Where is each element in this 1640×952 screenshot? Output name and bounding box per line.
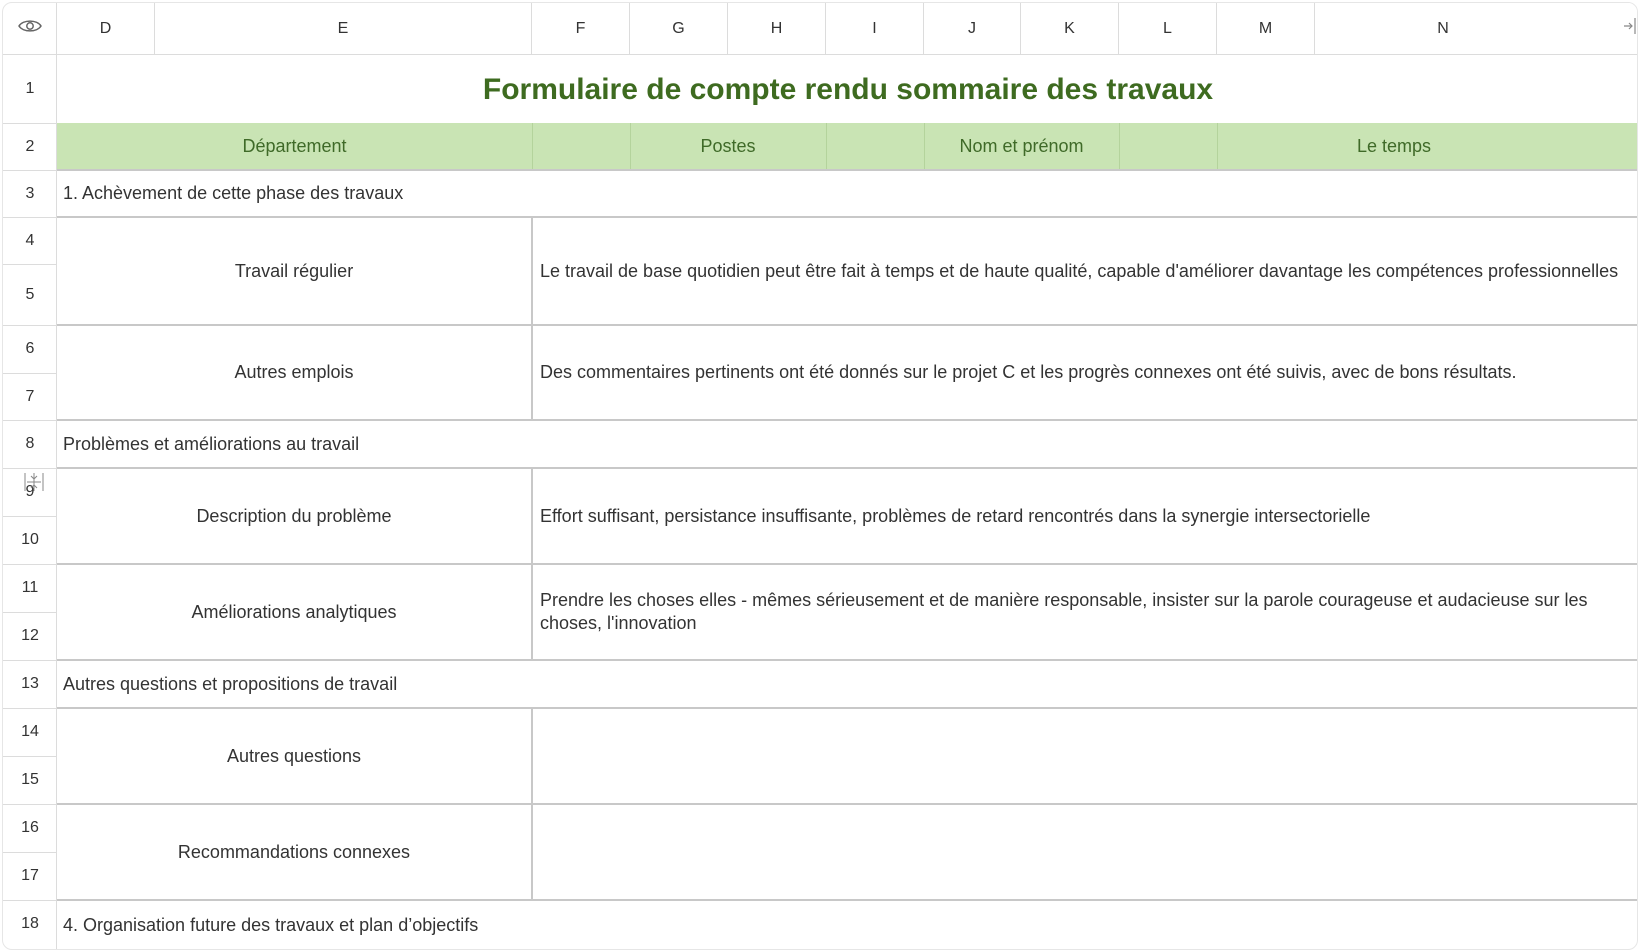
column-label: M bbox=[1258, 19, 1273, 37]
row-divider bbox=[3, 708, 57, 709]
column-label: L bbox=[1163, 19, 1172, 37]
row-header-6[interactable] bbox=[3, 325, 57, 373]
grid-line bbox=[1637, 169, 1638, 909]
row-divider bbox=[3, 516, 57, 517]
row-divider bbox=[3, 852, 57, 853]
row-divider bbox=[3, 373, 57, 374]
section-text: Autres questions et propositions de travail bbox=[63, 673, 398, 694]
row-label: 11 bbox=[21, 579, 39, 596]
column-header-f[interactable] bbox=[532, 3, 630, 55]
row-header-18[interactable] bbox=[3, 900, 57, 948]
row-label: 15 bbox=[21, 771, 39, 788]
section-heading-future[interactable] bbox=[57, 901, 1638, 949]
column-header-g[interactable] bbox=[630, 3, 728, 55]
row-label-text: Améliorations analytiques bbox=[191, 601, 397, 622]
page-title[interactable] bbox=[57, 55, 1638, 123]
row-divider bbox=[3, 564, 57, 565]
row-header-10[interactable] bbox=[3, 516, 57, 564]
row-label-text: Travail régulier bbox=[234, 260, 354, 281]
row-label: 9 bbox=[25, 483, 35, 500]
row-header-4[interactable] bbox=[3, 217, 57, 264]
row-divider bbox=[3, 756, 57, 757]
content-recommandations[interactable] bbox=[534, 804, 1637, 900]
header-separator bbox=[826, 123, 827, 170]
row-divider bbox=[3, 900, 57, 901]
row-header-2[interactable] bbox=[3, 123, 57, 170]
row-label: 14 bbox=[21, 723, 39, 740]
row-header-3[interactable] bbox=[3, 170, 57, 217]
label-recommandations[interactable] bbox=[57, 804, 531, 900]
column-header-i[interactable] bbox=[826, 3, 924, 55]
row-divider bbox=[3, 420, 57, 421]
row-header-16[interactable] bbox=[3, 804, 57, 852]
title-text: Formulaire de compte rendu sommaire des travaux bbox=[482, 72, 1214, 106]
label-autres-emplois[interactable] bbox=[57, 325, 531, 420]
spreadsheet bbox=[2, 2, 1638, 950]
column-header-j[interactable] bbox=[924, 3, 1021, 55]
content-autres-questions[interactable] bbox=[534, 708, 1637, 804]
header-separator bbox=[532, 123, 533, 170]
row-divider bbox=[3, 612, 57, 613]
row-label: 4 bbox=[25, 231, 35, 249]
label-ameliorations[interactable] bbox=[57, 564, 531, 660]
row-header-11[interactable] bbox=[3, 564, 57, 612]
grid-line bbox=[531, 217, 533, 325]
row-label: 7 bbox=[25, 387, 35, 405]
row-header-15[interactable] bbox=[3, 756, 57, 804]
section-text: 4. Organisation future des travaux et plan d’objectifs bbox=[63, 914, 479, 935]
row-label-text: Recommandations connexes bbox=[177, 841, 411, 862]
column-header-extra bbox=[1571, 3, 1638, 55]
section-heading-achievement[interactable] bbox=[57, 170, 1638, 217]
row-header-5[interactable] bbox=[3, 264, 57, 325]
expand-panel-icon[interactable] bbox=[1623, 16, 1637, 41]
row-label-text: Autres questions bbox=[226, 745, 362, 766]
column-header-h[interactable] bbox=[728, 3, 826, 55]
content-text: Effort suffisant, persistance insuffisante, problèmes de retard rencontrés dans la synergie intersectorielle bbox=[540, 505, 1371, 526]
row-header-17[interactable] bbox=[3, 852, 57, 900]
column-header-m[interactable] bbox=[1217, 3, 1315, 55]
row-divider bbox=[3, 660, 57, 661]
column-label: I bbox=[872, 19, 877, 37]
content-text: Prendre les choses elles - mêmes sérieusement et de manière responsable, insister sur la parole courageuse et audacieuse sur les choses, l'innovation bbox=[540, 590, 1588, 633]
content-description-probleme[interactable] bbox=[534, 468, 1637, 564]
content-ameliorations[interactable] bbox=[534, 564, 1637, 660]
column-label: G bbox=[672, 19, 685, 37]
column-label: E bbox=[337, 19, 349, 37]
row-header-7[interactable] bbox=[3, 373, 57, 420]
row-label: 12 bbox=[21, 627, 39, 644]
row-divider bbox=[3, 123, 57, 124]
row-divider bbox=[3, 170, 57, 171]
row-header-14[interactable] bbox=[3, 708, 57, 756]
row-label: 18 bbox=[21, 915, 39, 932]
row-label: 16 bbox=[21, 819, 39, 836]
row-label: 2 bbox=[25, 137, 35, 155]
column-label: K bbox=[1064, 19, 1075, 37]
grid-line bbox=[531, 468, 533, 564]
content-autres-emplois[interactable] bbox=[534, 325, 1637, 420]
section-heading-other[interactable] bbox=[57, 660, 1638, 708]
grid-line bbox=[531, 708, 533, 804]
section-text: Problèmes et améliorations au travail bbox=[63, 433, 360, 454]
row-label: 5 bbox=[25, 285, 35, 303]
row-header-13[interactable] bbox=[3, 660, 57, 708]
label-autres-questions[interactable] bbox=[57, 708, 531, 804]
row-header-1[interactable] bbox=[3, 55, 57, 123]
header-label: Nom et prénom bbox=[959, 136, 1084, 156]
header-label: Département bbox=[242, 136, 347, 156]
header-postes[interactable] bbox=[630, 123, 826, 170]
row-label: 13 bbox=[21, 675, 39, 692]
row-divider bbox=[3, 264, 57, 265]
select-all-corner[interactable] bbox=[3, 3, 57, 55]
column-label: H bbox=[770, 19, 783, 37]
header-nom[interactable] bbox=[924, 123, 1119, 170]
row-label: 1 bbox=[25, 80, 35, 97]
row-label: 8 bbox=[25, 435, 35, 452]
content-text: Des commentaires pertinents ont été donnés sur le projet C et les progrès connexes ont été suivis, avec de bons résultats. bbox=[540, 362, 1517, 382]
label-description-probleme[interactable] bbox=[57, 468, 531, 564]
column-label: F bbox=[575, 19, 586, 37]
row-label: 6 bbox=[25, 340, 35, 357]
row-label: 3 bbox=[25, 184, 35, 202]
content-text: Le travail de base quotidien peut être fait à temps et de haute qualité, capable d'améliorer davantage les compétences professionnelles bbox=[540, 260, 1619, 281]
row-resize-icon[interactable] bbox=[23, 471, 45, 493]
column-label: J bbox=[968, 19, 976, 37]
row-label-text: Autres emplois bbox=[234, 362, 354, 382]
header-label: Le temps bbox=[1356, 136, 1432, 156]
header-label: Postes bbox=[700, 136, 756, 156]
column-label: D bbox=[99, 19, 112, 37]
column-header-l[interactable] bbox=[1119, 3, 1217, 55]
column-header-e[interactable] bbox=[155, 3, 532, 55]
column-header-d[interactable] bbox=[57, 3, 155, 55]
column-header-n[interactable] bbox=[1315, 3, 1571, 55]
eye-icon[interactable] bbox=[18, 18, 42, 39]
content-travail-regulier[interactable] bbox=[534, 217, 1637, 325]
row-divider bbox=[3, 325, 57, 326]
row-header-8[interactable] bbox=[3, 420, 57, 468]
grid-line bbox=[531, 804, 533, 900]
section-text: 1. Achèvement de cette phase des travaux bbox=[63, 183, 404, 203]
row-label-text: Description du problème bbox=[196, 505, 392, 526]
column-label: N bbox=[1437, 19, 1449, 37]
row-divider bbox=[3, 217, 57, 218]
header-departement[interactable] bbox=[57, 123, 532, 170]
header-separator bbox=[1119, 123, 1120, 170]
row-header-12[interactable] bbox=[3, 612, 57, 660]
label-travail-regulier[interactable] bbox=[57, 217, 531, 325]
row-divider bbox=[3, 468, 57, 469]
section-heading-problems[interactable] bbox=[57, 420, 1638, 468]
row-label: 10 bbox=[21, 531, 39, 548]
grid-line bbox=[531, 325, 533, 420]
grid-line bbox=[531, 564, 533, 660]
column-header-k[interactable] bbox=[1021, 3, 1119, 55]
header-temps[interactable] bbox=[1217, 123, 1571, 170]
row-label: 17 bbox=[21, 867, 39, 884]
row-divider bbox=[3, 804, 57, 805]
